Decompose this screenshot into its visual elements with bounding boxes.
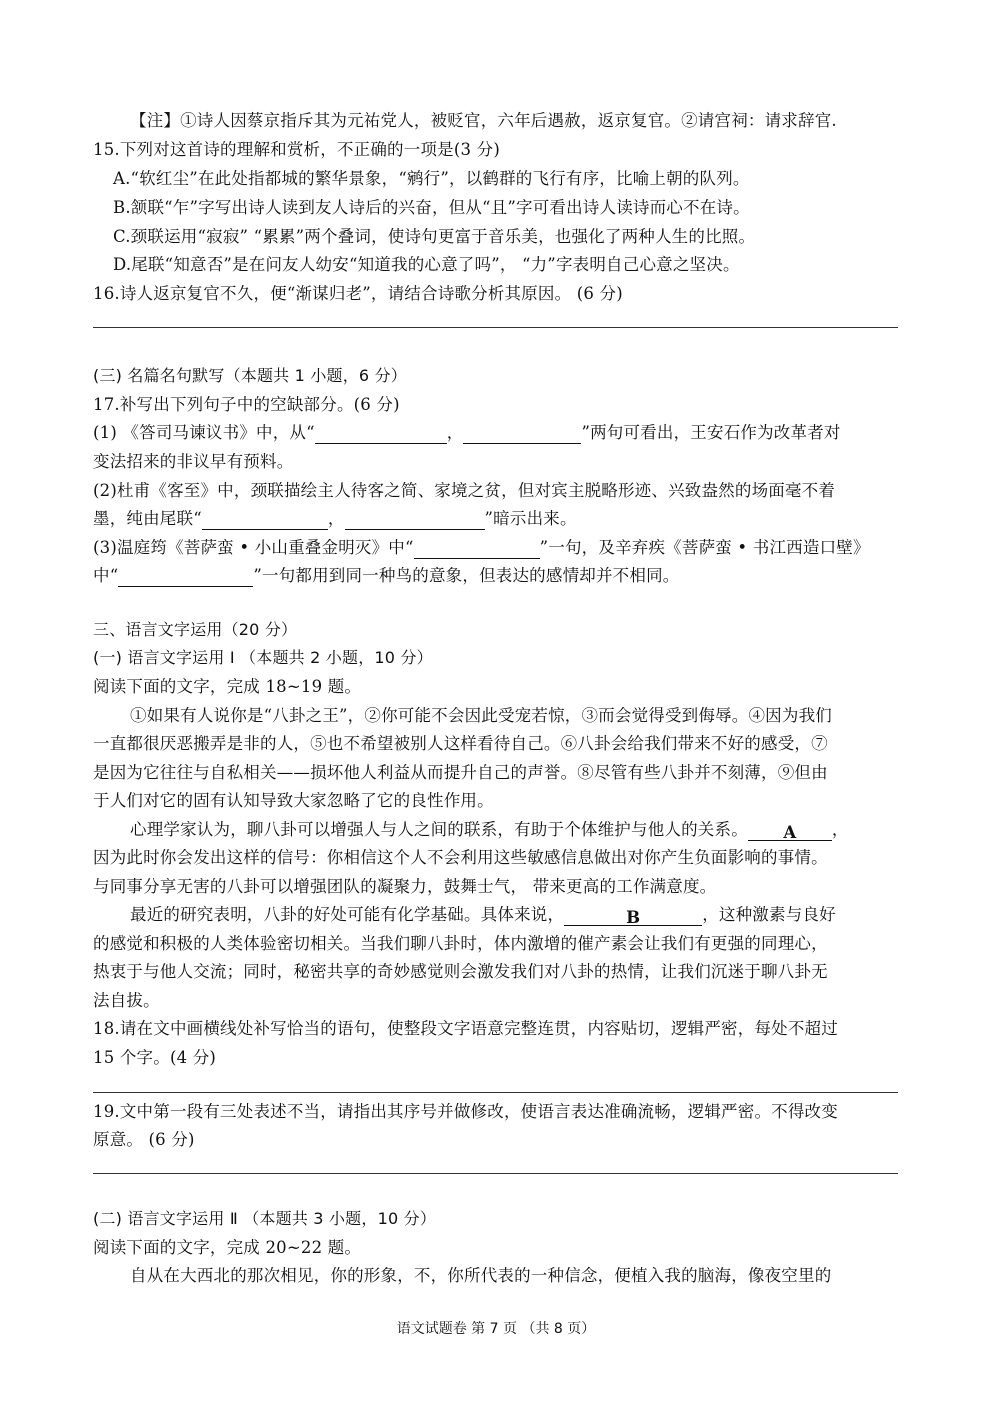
subsection-title: (一) 语言文字运用 Ⅰ （本题共 2 小题，10 分） <box>93 648 433 667</box>
passage-line: 与同事分享无害的八卦可以增强团队的凝聚力，鼓舞士气， 带来更高的工作满意度。 <box>93 877 717 896</box>
q17-item3-line1: (3)温庭筠《菩萨蛮 • 小山重叠金明灭》中“ ”一句，及辛弃疾《菩萨蛮 • 书江西造口壁》 <box>93 538 870 557</box>
q15-option-a: A.“软红尘”在此处指都城的繁华景象，“鹓行”，以鹤群的飞行有序，比喻上朝的队列。 <box>113 169 750 188</box>
passage-line: 的感觉和积极的人类体验密切相关。当我们聊八卦时，体内激增的催产素会让我们有更强的同理心， <box>93 934 828 953</box>
fill-blank[interactable] <box>345 511 485 530</box>
blank-a[interactable]: A <box>748 822 832 841</box>
passage-line: 热衷于与他人交流；同时，秘密共享的奇妙感觉则会激发我们对八卦的热情，让我们沉迷于聊八卦无 <box>93 962 828 981</box>
answer-line <box>93 1173 898 1174</box>
q17-item3-line2: 中“ ”一句都用到同一种鸟的意象，但表达的感情却并不相同。 <box>93 566 680 585</box>
q17-stem: 17.补写出下列句子中的空缺部分。(6 分) <box>93 395 400 414</box>
q15-stem: 15.下列对这首诗的理解和赏析，不正确的一项是(3 分) <box>93 140 500 159</box>
q15-option-b: B.颔联“乍”字写出诗人读到友人诗后的兴奋，但从“且”字可看出诗人读诗而心不在诗。 <box>113 198 750 217</box>
poem-note: 【注】①诗人因蔡京指斥其为元祐党人，被贬官，六年后遇赦，返京复官。②请宫祠：请求辞官. <box>130 111 837 130</box>
q16-stem: 16.诗人返京复官不久，便“渐谋归老”，请结合诗歌分析其原因。 (6 分) <box>93 284 623 303</box>
blank-b[interactable]: B <box>564 907 702 926</box>
passage-line: 因为此时你会发出这样的信号：你相信这个人不会利用这些敏感信息做出对你产生负面影响的事情。 <box>93 848 828 867</box>
passage-line: 法自拔。 <box>93 991 160 1010</box>
passage-line: ①如果有人说你是“八卦之王”，②你可能不会因此受宠若惊，③而会觉得受到侮辱。④因为我们 <box>130 706 832 725</box>
q17-item2-line2: 墨，纯由尾联“ ， ”暗示出来。 <box>93 509 577 528</box>
passage-line: 是因为它往往与自私相关——损坏他人利益从而提升自己的声誉。⑧尽管有些八卦并不刻薄，⑨但由 <box>93 763 828 782</box>
passage-line: 最近的研究表明，八卦的好处可能有化学基础。具体来说， B ，这种激素与良好 <box>130 905 836 927</box>
q15-option-d: D.尾联“知意否”是在问友人幼安“知道我的心意了吗”， “力”字表明自己心意之坚决。 <box>113 255 740 274</box>
q18-stem-cont: 15 个字。(4 分) <box>93 1048 217 1067</box>
fill-blank[interactable] <box>202 511 328 530</box>
q19-stem: 19.文中第一段有三处表述不当，请指出其序号并做修改，使语言表达准确流畅，逻辑严密。不得改变 <box>93 1102 838 1121</box>
passage-line: 心理学家认为，聊八卦可以增强人与人之间的联系，有助于个体维护与他人的关系。 A ， <box>130 820 849 842</box>
passage-line: 一直都很厌恶搬弄是非的人，⑤也不希望被别人这样看待自己。⑥八卦会给我们带来不好的感受，⑦ <box>93 734 828 753</box>
q18-stem: 18.请在文中画横线处补写恰当的语句，使整段文字语意完整连贯，内容贴切，逻辑严密，每处不超过 <box>93 1019 838 1038</box>
fill-blank[interactable] <box>414 540 540 559</box>
reading-intro: 阅读下面的文字，完成 18~19 题。 <box>93 677 362 696</box>
subsection-title: (二) 语言文字运用 Ⅱ （本题共 3 小题，10 分） <box>93 1209 437 1228</box>
passage-line: 于人们对它的固有认知导致大家忽略了它的良性作用。 <box>93 791 494 810</box>
section-title: (三) 名篇名句默写（本题共 1 小题，6 分） <box>93 366 407 385</box>
fill-blank[interactable] <box>118 568 253 587</box>
reading-intro: 阅读下面的文字，完成 20~22 题。 <box>93 1238 362 1257</box>
q15-option-c: C.颈联运用“寂寂” “累累”两个叠词，使诗句更富于音乐美，也强化了两种人生的比照。 <box>113 227 756 246</box>
q19-stem-cont: 原意。 (6 分) <box>93 1130 195 1149</box>
part-title: 三、语言文字运用（20 分） <box>93 620 298 639</box>
page-footer: 语文试题卷 第 7 页 （共 8 页） <box>396 1321 596 1337</box>
q17-item1-line1: (1) 《答司马谏议书》中，从“ ， ”两句可看出，王安石作为改革者对 <box>93 423 841 442</box>
fill-blank[interactable] <box>463 425 581 444</box>
q17-item2-line1: (2)杜甫《客至》中，颈联描绘主人待客之简、家境之贫，但对宾主脱略形迹、兴致盎然的场面毫不着 <box>93 481 836 500</box>
answer-line <box>93 1092 898 1093</box>
q17-item1-line2: 变法招来的非议早有预料。 <box>93 452 294 471</box>
answer-line <box>93 327 898 328</box>
passage-line: 自从在大西北的那次相见，你的形象，不，你所代表的一种信念，便植入我的脑海，像夜空里的 <box>130 1266 832 1285</box>
fill-blank[interactable] <box>315 425 447 444</box>
